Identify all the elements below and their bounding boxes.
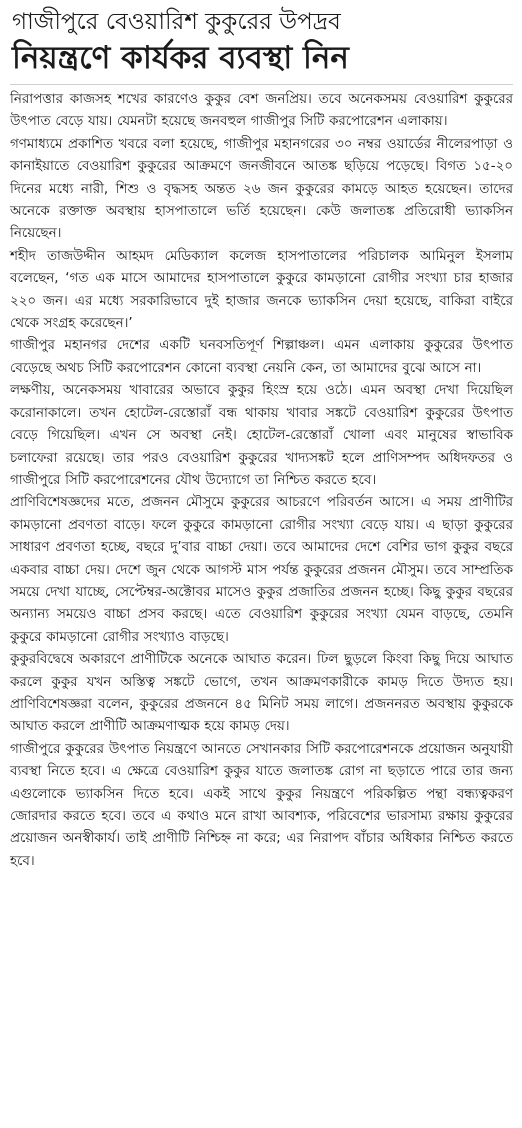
article-kicker: গাজীপুরে বেওয়ারিশ কুকুরের উপদ্রব <box>12 9 341 35</box>
headline-divider <box>10 84 513 85</box>
article-paragraph: লক্ষণীয়, অনেকসময় খাবারের অভাবে কুকুর হিংস্র হয়ে ওঠে। এমন অবস্থা দেখা দিয়েছিল করোনাকালে। তখন হোটেল-রেস্তোরাঁ বন্ধ থাকায় খাবার সঙ্কটে বেওয়ারিশ কুকুরের উৎপাত বেড়ে গিয়েছিল। এখন সে অবস্থা নেই। হোটেল-রেস্তোরাঁ খোলা এবং মানুষের স্বাভাবিক চলাফেরা রয়েছে। তার পরও বেওয়ারিশ কুকুরের খাদ্যসঙ্কট হলে প্রাণিসম্পদ অধিদফতর ও গাজীপুরে সিটি করপোরেশনের যৌথ উদ্যোগে তা নিশ্চিত করতে হবে। <box>10 383 513 488</box>
article-paragraph: নিরাপত্তার কাজসহ শখের কারণেও কুকুর বেশ জনপ্রিয়। তবে অনেকসময় বেওয়ারিশ কুকুরের উৎপাত বেড়ে যায়। যেমনটা হয়েছে জনবহুল গাজীপুর সিটি করপোরেশন এলাকায়। <box>10 92 513 130</box>
article-paragraph: গণমাধ্যমে প্রকাশিত খবরে বলা হয়েছে, গাজীপুর মহানগরের ৩০ নম্বর ওয়ার্ডের নীলেরপাড়া ও কানাইয়াতে বেওয়ারিশ কুকুরের আক্রমণে জনজীবনে আতঙ্ক ছড়িয়ে পড়েছে। বিগত ১৫-২০ দিনের মধ্যে নারী, শিশু ও বৃদ্ধসহ অন্তত ২৬ জন কুকুরের কামড়ে আহত হয়েছেন। তাদের অনেকে রক্তাক্ত অবস্থায় হাসপাতালে ভর্তি হয়েছেন। কেউ জলাতঙ্ক প্রতিরোধী ভ্যাকসিন নিয়েছেন। <box>10 136 513 242</box>
article-paragraph: গাজীপুরে কুকুরের উৎপাত নিয়ন্ত্রণে আনতে সেখানকার সিটি করপোরেশনকে প্রয়োজন অনুযায়ী ব্যবস্থা নিতে হবে। এ ক্ষেত্রে বেওয়ারিশ কুকুর যাতে জলাতঙ্ক রোগ না ছড়াতে পারে তার জন্য এগুলোকে ভ্যাকসিন দিতে হবে। একই সাথে কুকুর নিয়ন্ত্রণে পরিকল্পিত পন্থা বন্ধ্যত্বকরণ জোরদার করতে হবে। তবে এ কথাও মনে রাখা আবশ্যক, পরিবেশের ভারসাম্য রক্ষায় কুকুরের প্রয়োজন অনস্বীকার্য। তাই প্রাণীটি নিশ্চিহ্ন না করে; এর নিরাপদ বাঁচার অধিকার নিশ্চিত করতে হবে। <box>10 741 513 869</box>
article-paragraph: প্রাণিবিশেষজ্ঞদের মতে, প্রজনন মৌসুমে কুকুরের আচরণে পরিবর্তন আসে। এ সময় প্রাণীটির কামড়ানো প্রবণতা বাড়ে। ফলে কুকুরে কামড়ানো রোগীর সংখ্যা বেড়ে যায়। এ ছাড়া কুকুরের সাধারণ প্রবণতা হচ্ছে, বছরে দু’বার বাচ্চা দেয়া। তবে আমাদের দেশে বেশির ভাগ কুকুর বছরে একবার বাচ্চা দেয়। দেশে জুন থেকে আগস্ট মাস পর্যন্ত কুকুরের প্রজনন মৌসুম। তবে সাম্প্রতিক সময়ে দেখা যাচ্ছে, সেপ্টেম্বর-অক্টোবর মাসেও কুকুর প্রজাতির প্রজনন হচ্ছে। কিছু কুকুর বছরের অন্যান্য সময়েও বাচ্চা প্রসব করছে। এতে বেওয়ারিশ কুকুরের সংখ্যা যেমন বাড়ছে, তেমনি কুকুরে কামড়ানো রোগীর সংখ্যাও বাড়ছে। <box>10 495 513 645</box>
article-paragraph: শহীদ তাজউদ্দীন আহমদ মেডিক্যাল কলেজ হাসপাতালের পরিচালক আমিনুল ইসলাম বলেছেন, ‘গত এক মাসে আমাদের হাসপাতালে কুকুরে কামড়ানো রোগীর সংখ্যা চার হাজার ২২০ জন। এর মধ্যে সরকারিভাবে দুই হাজার জনকে ভ্যাকসিন দেয়া হয়েছে, বাকিরা বাইরে থেকে সংগ্রহ করেছেন।’ <box>10 248 513 332</box>
article-paragraph: কুকুরবিদ্বেষে অকারণে প্রাণীটিকে অনেকে আঘাত করেন। ঢিল ছুড়লে কিংবা কিছু দিয়ে আঘাত করলে কুকুর যখন অস্তিত্ব সঙ্কটে ভোগে, তখন আক্রমণকারীকে কামড় দিতে উদ্যত হয়। প্রাণিবিশেষজ্ঞরা বলেন, কুকুরের প্রজননে ৪৫ মিনিট সময় লাগে। প্রজননরত অবস্থায় কুকুরকে আঘাত করলে প্রাণীটি আক্রমণাত্মক হয়ে কামড় দেয়। <box>10 652 513 735</box>
article-headline: নিয়ন্ত্রণে কার্যকর ব্যবস্থা নিন <box>12 40 349 76</box>
article-body <box>10 89 513 873</box>
article-paragraph: গাজীপুর মহানগর দেশের একটি ঘনবসতিপূর্ণ শিল্পাঞ্চল। এমন এলাকায় কুকুরের উৎপাত বেড়েছে অথচ সিটি করপোরেশন কোনো ব্যবস্থা নেয়নি কেন, তা আমাদের বুঝে আসে না। <box>10 338 513 376</box>
